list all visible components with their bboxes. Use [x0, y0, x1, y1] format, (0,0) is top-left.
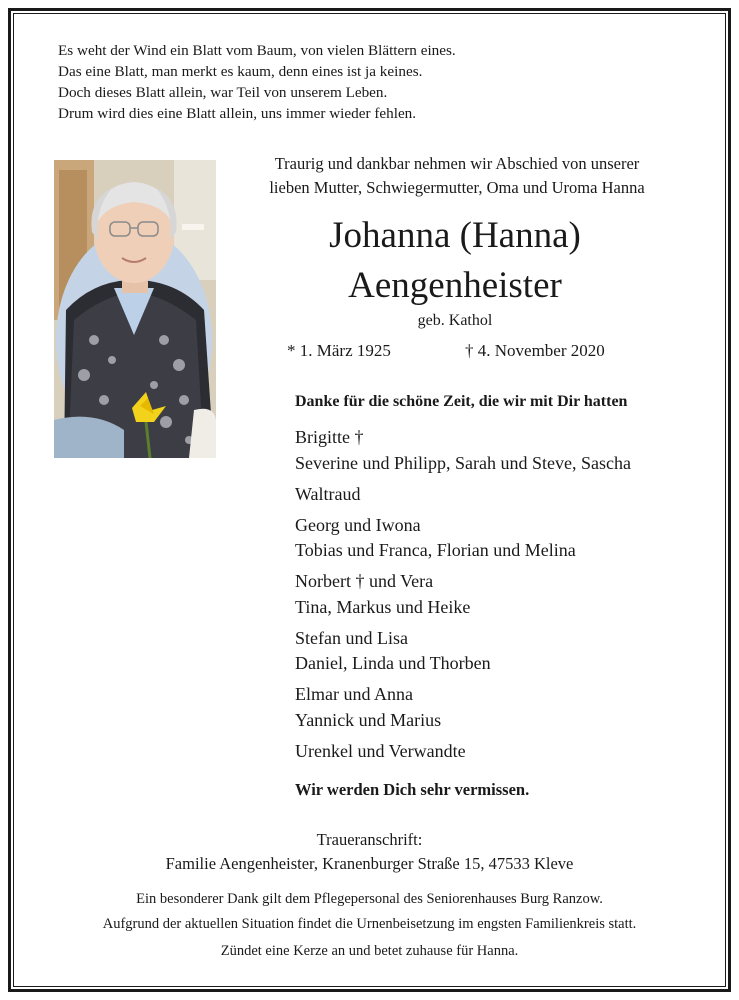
- mourner-line: Tobias und Franca, Florian und Melina: [295, 540, 576, 560]
- mourner-line: Yannick und Marius: [295, 709, 442, 730]
- mourner-line: Tina, Markus und Heike: [295, 596, 471, 617]
- footer-line: Zündet eine Kerze an und betet zuhause für Hanna.: [220, 943, 519, 959]
- mourner-line: Norbert † und Vera: [295, 571, 434, 591]
- portrait-photo: [54, 160, 216, 458]
- poem-line: Es weht der Wind ein Blatt vom Baum, von vielen Blättern eines.: [58, 42, 456, 59]
- mourner-line: Waltraud: [295, 483, 361, 504]
- mourner-line: Urenkel und Verwandte: [295, 740, 466, 761]
- deceased-last-name: Aengenheister: [348, 265, 562, 306]
- mourner-line: Daniel, Linda und Thorben: [295, 653, 491, 673]
- intro-text: [232, 152, 682, 200]
- mourner-group: [295, 482, 631, 508]
- death-date: † 4. November 2020: [465, 341, 605, 360]
- mourners-list: [295, 425, 631, 770]
- birth-name: geb. Kathol: [417, 312, 493, 329]
- mourner-group: [295, 569, 631, 620]
- mourner-line: Brigitte †: [295, 427, 364, 447]
- mourner-line: Stefan und Lisa: [295, 627, 408, 648]
- footer-line: Ein besonderer Dank gilt dem Pflegepersonal des Seniorenhauses Burg Ranzow.: [136, 891, 603, 907]
- mourner-line: Elmar und Anna: [295, 684, 413, 704]
- address-label: Traueranschrift:: [316, 830, 423, 849]
- closing-line: Wir werden Dich sehr vermissen.: [295, 780, 530, 799]
- birth-date: * 1. März 1925: [287, 341, 391, 360]
- mourner-group: [295, 626, 631, 677]
- intro-line: Traurig und dankbar nehmen wir Abschied von unserer: [274, 154, 640, 173]
- poem-line: Das eine Blatt, man merkt es kaum, denn eines ist ja keines.: [58, 63, 423, 80]
- mourner-group: [295, 739, 631, 765]
- poem-line: Doch dieses Blatt allein, war Teil von unserem Leben.: [58, 84, 388, 101]
- intro-line: lieben Mutter, Schwiegermutter, Oma und Uroma Hanna: [269, 178, 645, 197]
- footer-line: Aufgrund der aktuellen Situation findet die Urnenbeisetzung im engsten Familienkreis statt.: [102, 916, 637, 932]
- poem: [58, 40, 456, 124]
- mourner-group: [295, 425, 631, 476]
- deceased-first-name: Johanna (Hanna): [329, 215, 581, 256]
- poem-line: Drum wird dies eine Blatt allein, uns immer wieder fehlen.: [58, 105, 417, 122]
- mourner-line: Georg und Iwona: [295, 514, 421, 535]
- mourner-group: [295, 513, 631, 564]
- mourner-group: [295, 682, 631, 733]
- mourner-line: Severine und Philipp, Sarah und Steve, Sascha: [295, 452, 631, 473]
- mourning-address: Familie Aengenheister, Kranenburger Straße 15, 47533 Kleve: [165, 854, 574, 873]
- thanks-heading: Danke für die schöne Zeit, die wir mit Dir hatten: [295, 393, 628, 410]
